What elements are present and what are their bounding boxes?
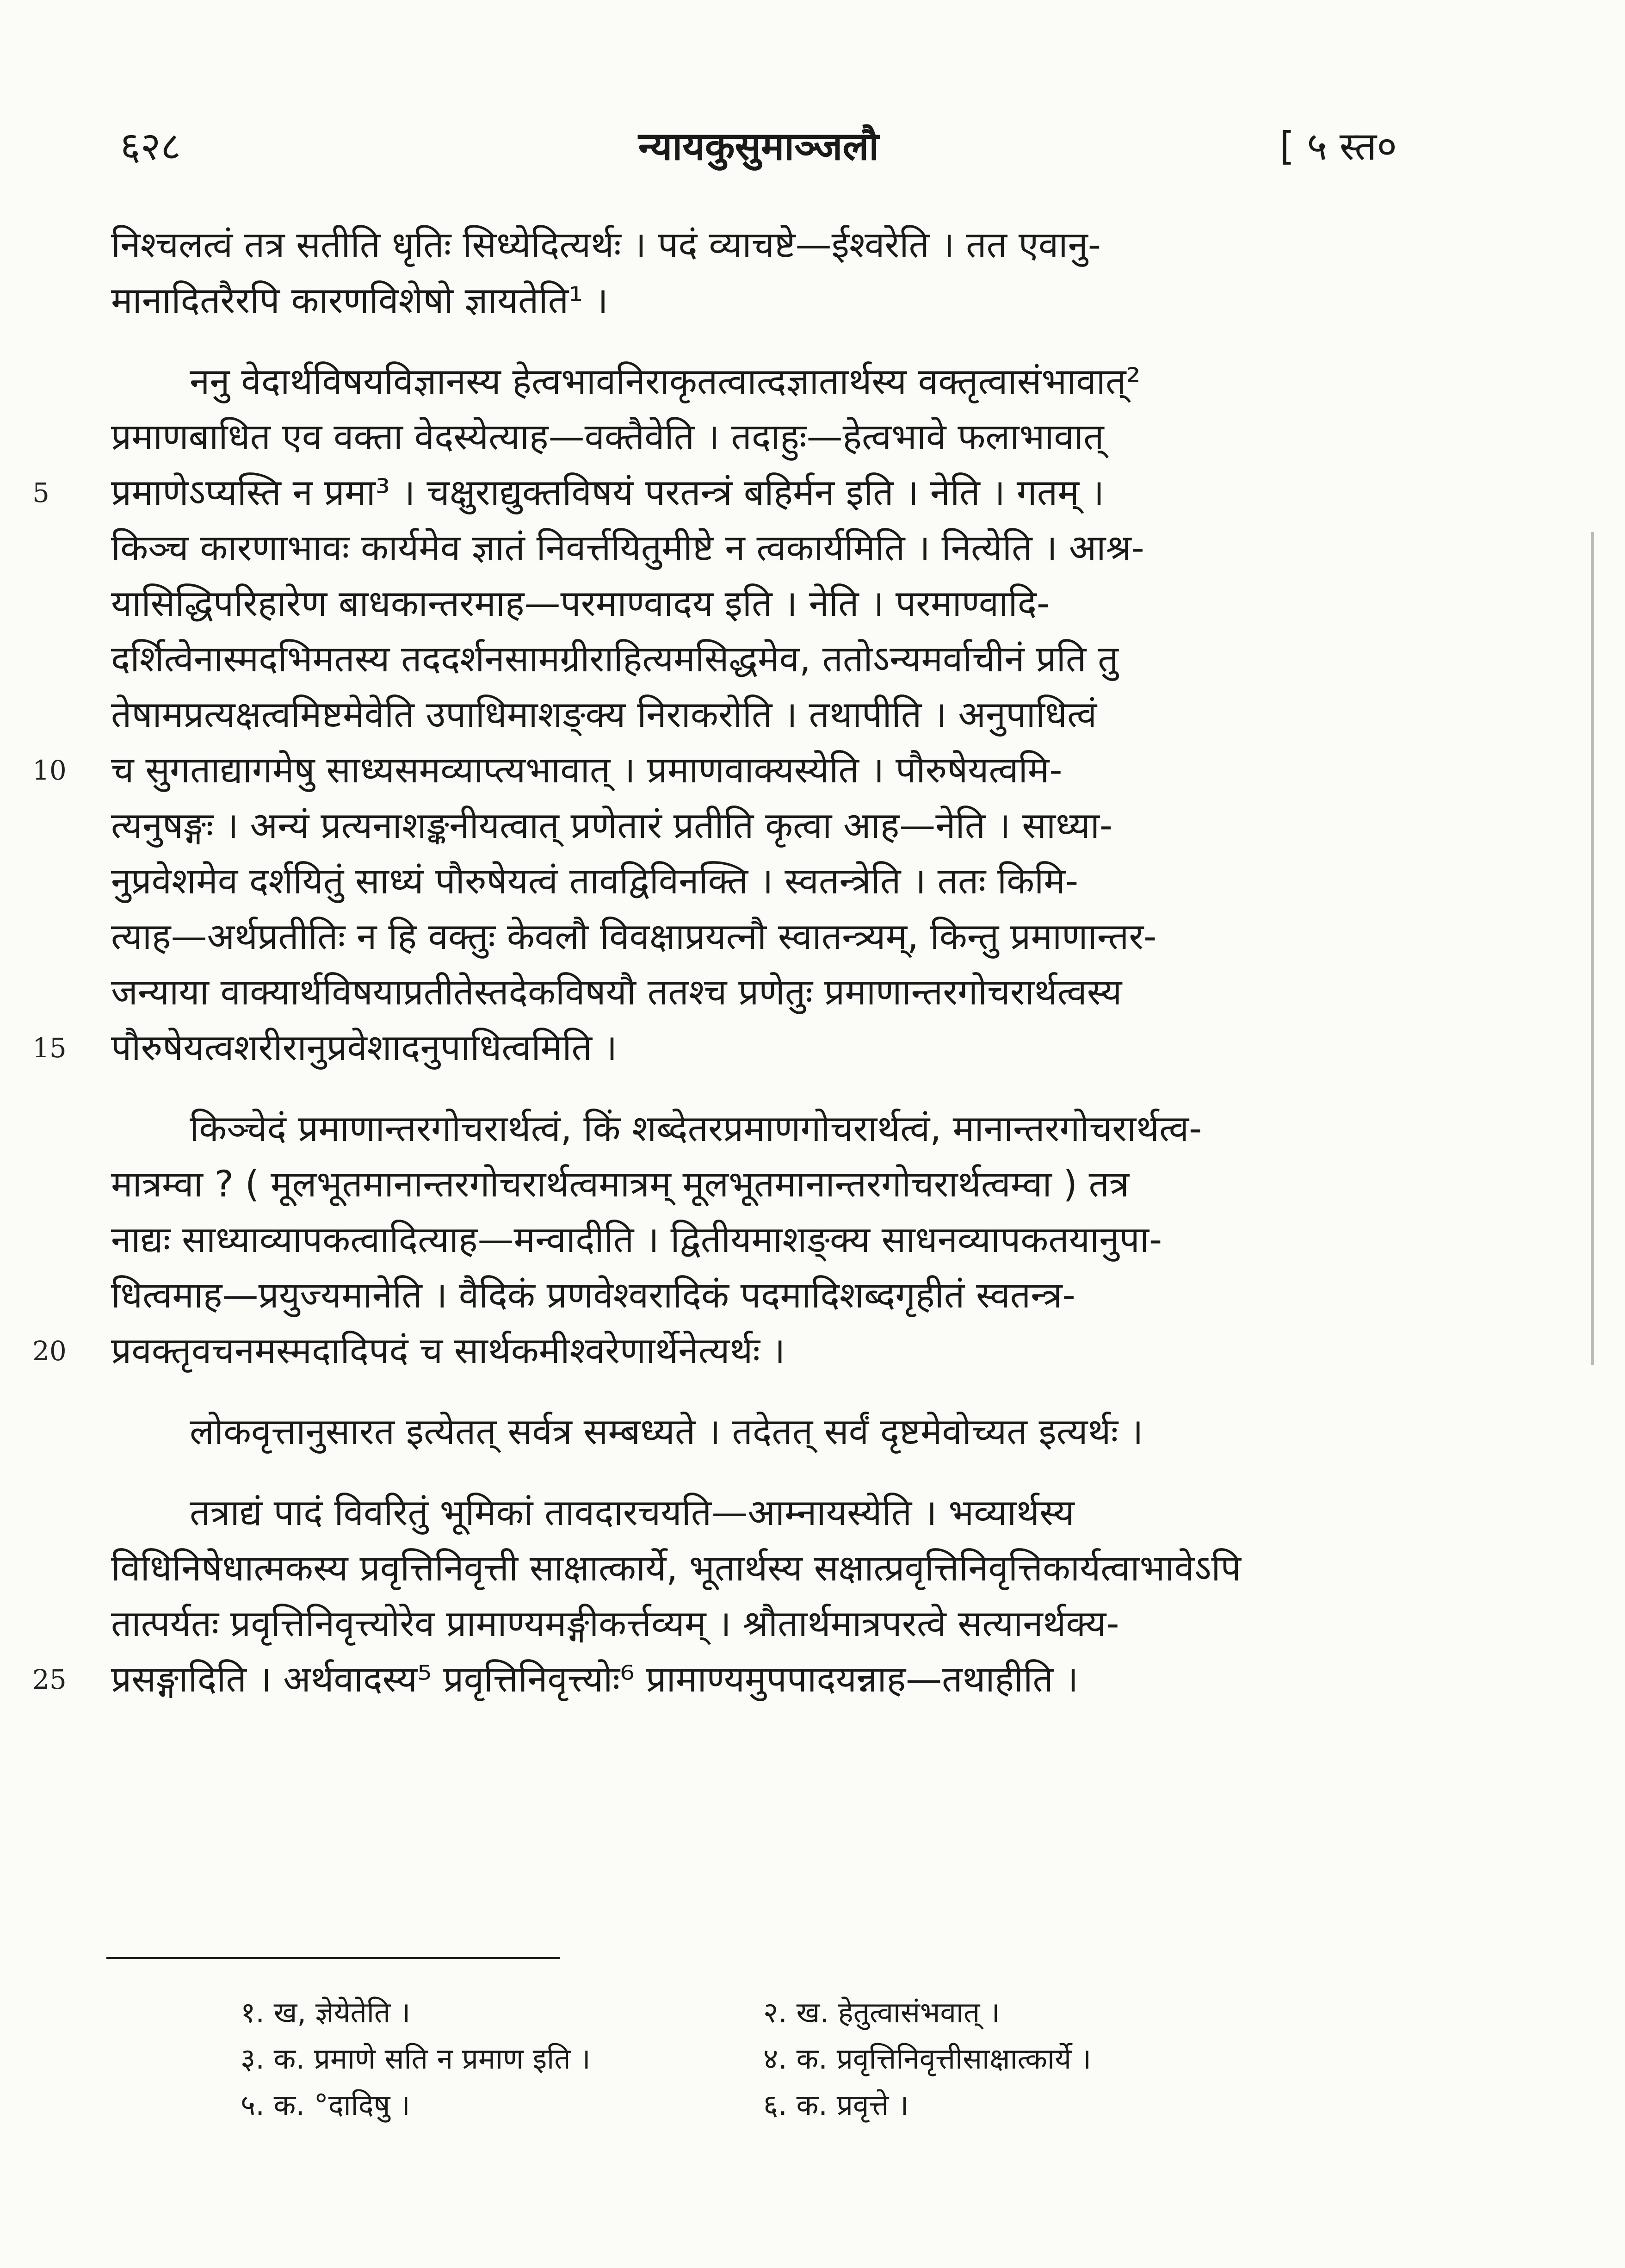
footnote: ३. क. प्रमाणे सति न प्रमाण इति ।	[241, 2042, 591, 2076]
text-line	[111, 854, 1397, 909]
line-text: तात्पर्यतः प्रवृत्तिनिवृत्त्योरेव प्रामाण्यमङ्गीकर्त्तव्यम् । श्रौतार्थमात्रपरत्वे सत्यानर्थक्य-	[111, 1603, 1119, 1645]
line-text: मात्रम्वा ? ( मूलभूतमानान्तरगोचरार्थत्वमात्रम् मूलभूतमानान्तरगोचरार्थत्वम्वा ) तत्र	[111, 1164, 1130, 1205]
line-text: तेषामप्रत्यक्षत्वमिष्टमेवेति उपाधिमाशङ्क्य निराकरोति । तथापीति । अनुपाधित्वं	[111, 694, 1097, 736]
footnotes	[241, 1989, 1397, 2128]
line-number: 25	[32, 1664, 67, 1695]
footnote: ६. क. प्रवृत्ते ।	[763, 2088, 909, 2122]
line-text: त्यनुषङ्गः । अन्यं प्रत्यनाशङ्कनीयत्वात् प्रणेतारं प्रतीति कृत्वा आह—नेति । साध्या-	[111, 805, 1113, 847]
footnote: १. ख, ज्ञेयेतेति ।	[241, 1995, 411, 2029]
line-number: 10	[32, 755, 67, 786]
line-text: ननु वेदार्थविषयविज्ञानस्य हेत्वभावनिराकृतत्वात्दज्ञातार्थस्य वक्तृत्वासंभावात्²	[190, 361, 1141, 403]
text-line	[111, 1268, 1397, 1323]
line-text: धित्वमाह—प्रयुज्यमानेति । वैदिकं प्रणवेश्वरादिकं पदमादिशब्दगृहीतं स्वतन्त्र-	[111, 1275, 1075, 1316]
text-line	[111, 521, 1397, 576]
footnote: ५. क. °दादिषु ।	[241, 2088, 410, 2122]
text-line	[111, 798, 1397, 854]
text-line	[111, 1485, 1397, 1541]
page-number: ६२८	[120, 124, 181, 169]
footnote: ४. क. प्रवृत्तिनिवृत्तीसाक्षात्कार्ये ।	[763, 2042, 1092, 2076]
text-line	[111, 1541, 1397, 1596]
text-line	[111, 354, 1397, 409]
line-number: 20	[32, 1335, 67, 1367]
line-text: प्रसङ्गादिति । अर्थवादस्य⁵ प्रवृत्तिनिवृत्त्योः⁶ प्रामाण्यमुपपादयन्नाह—तथाहीति ।	[111, 1659, 1079, 1700]
line-text: किञ्च कारणाभावः कार्यमेव ज्ञातं निवर्त्तयितुमीष्टे न त्वकार्यमिति । नित्येति । आश्र-	[111, 527, 1144, 569]
text-line	[111, 1157, 1397, 1212]
line-text: मानादितरैरपि कारणविशेषो ज्ञायतेति¹ ।	[111, 280, 608, 322]
text-line	[111, 1404, 1397, 1460]
text-line	[32, 465, 1397, 521]
line-text: जन्याया वाक्यार्थविषयाप्रतीतेस्तदेकविषयौ ततश्च प्रणेतुः प्रमाणान्तरगोचरार्थत्वस्य	[111, 972, 1122, 1013]
text-line	[111, 409, 1397, 465]
line-text: दर्शित्वेनास्मदभिमतस्य तददर्शनसामग्रीराहित्यमसिद्धमेव, ततोऽन्यमर्वाचीनं प्रति तु	[111, 638, 1118, 680]
line-text: निश्चलत्वं तत्र सतीति धृतिः सिध्येदित्यर्थः । पदं व्याचष्टे—ईश्वरेति । तत एवानु-	[111, 224, 1101, 266]
line-text: नाद्यः साध्याव्यापकत्वादित्याह—मन्वादीति । द्वितीयमाशङ्क्य साधनव्यापकतयानुपा-	[111, 1219, 1162, 1261]
text-line	[32, 743, 1397, 798]
footnote-row	[241, 2082, 1397, 2128]
main-text	[32, 217, 1397, 1707]
text-line	[111, 632, 1397, 687]
line-text: तत्राद्यं पादं विवरितुं भूमिकां तावदारचयति—आम्नायस्येति । भव्यार्थस्य	[190, 1492, 1075, 1534]
line-text: प्रमाणबाधित एव वक्ता वेदस्येत्याह—वक्तैवेति । तदाहुः—हेत्वभावे फलाभावात्	[111, 416, 1104, 458]
line-text: यासिद्धिपरिहारेण बाधकान्तरमाह—परमाण्वादय इति । नेति । परमाण्वादि-	[111, 583, 1050, 625]
text-line	[111, 965, 1397, 1020]
text-line	[111, 687, 1397, 743]
text-line	[111, 576, 1397, 632]
line-text: च सुगताद्यागमेषु साध्यसमव्याप्त्यभावात् । प्रमाणवाक्यस्येति । पौरुषेयत्वमि-	[111, 750, 1063, 791]
line-text: विधिनिषेधात्मकस्य प्रवृत्तिनिवृत्ती साक्षात्कार्ये, भूतार्थस्य सक्षात्प्रवृत्तिनिवृत्तिकार्यत्वाभावेऽपि	[111, 1548, 1241, 1589]
text-line	[111, 909, 1397, 965]
running-title: न्यायकुसुमाञ्जलौ	[638, 124, 879, 169]
footnote-divider	[106, 1957, 560, 1959]
text-line	[111, 1101, 1397, 1157]
section-mark: [ ५ स्त०	[1279, 124, 1397, 169]
line-text: प्रवक्तृवचनमस्मदादिपदं च सार्थकमीश्वरेणार्थेनेत्यर्थः ।	[111, 1330, 785, 1372]
line-text: प्रमाणेऽप्यस्ति न प्रमा³ । चक्षुराद्युक्तविषयं परतन्त्रं बहिर्मन इति । नेति । गतम् ।	[111, 472, 1105, 514]
line-number: 5	[32, 477, 49, 508]
text-line	[32, 1652, 1397, 1707]
text-line	[32, 1323, 1397, 1379]
text-line	[111, 217, 1397, 273]
line-text: पौरुषेयत्वशरीरानुप्रवेशादनुपाधित्वमिति ।	[111, 1027, 618, 1069]
text-line	[111, 1596, 1397, 1652]
page-header	[120, 118, 1397, 169]
footnote-row	[241, 2036, 1397, 2082]
text-line	[32, 1020, 1397, 1076]
footnote: २. ख. हेतुत्वासंभवात् ।	[763, 1995, 1000, 2029]
line-text: किञ्चेदं प्रमाणान्तरगोचरार्थत्वं, किं शब्देतरप्रमाणगोचरार्थत्वं, मानान्तरगोचरार्थत्व-	[190, 1108, 1202, 1150]
text-line	[111, 273, 1397, 328]
line-text: नुप्रवेशमेव दर्शयितुं साध्यं पौरुषेयत्वं तावद्विविनक्ति । स्वतन्त्रेति । ततः किमि-	[111, 861, 1079, 902]
margin-mark	[1591, 532, 1594, 1365]
line-text: लोकवृत्तानुसारत इत्येतत् सर्वत्र सम्बध्यते । तदेतत् सर्वं दृष्टमेवोच्यत इत्यर्थः ।	[190, 1411, 1143, 1453]
footnote-row	[241, 1989, 1397, 2036]
line-text: त्याह—अर्थप्रतीतिः न हि वक्तुः केवलौ विवक्षाप्रयत्नौ स्वातन्त्र्यम्, किन्तु प्रमाणान्तर-	[111, 916, 1157, 958]
line-number: 15	[32, 1032, 67, 1064]
text-line	[111, 1212, 1397, 1268]
